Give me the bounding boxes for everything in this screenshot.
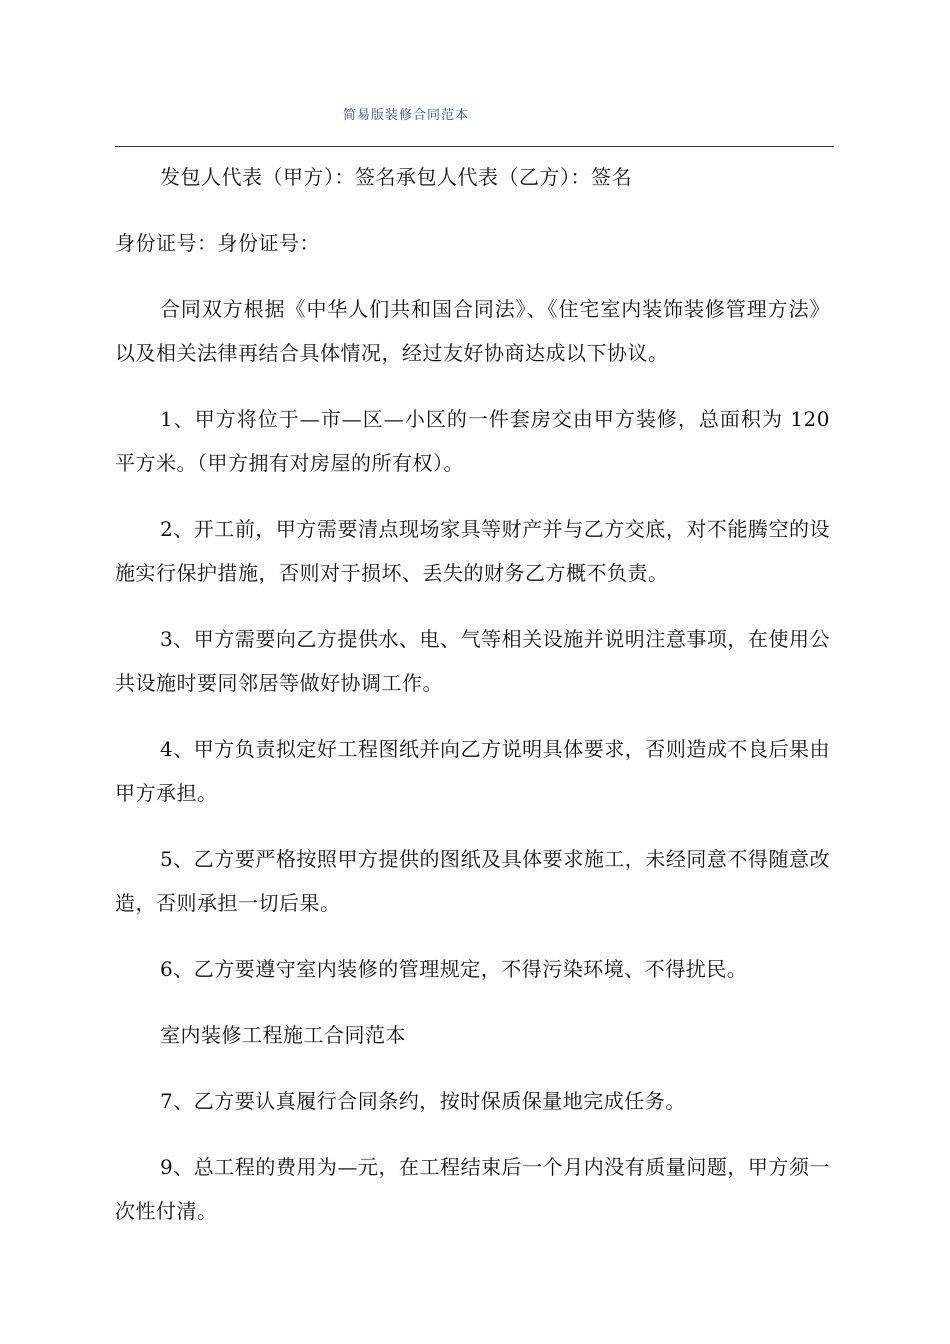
clause-6: 6、乙方要遵守室内装修的管理规定，不得污染环境、不得扰民。 [160, 957, 748, 981]
section-heading: 室内装修工程施工合同范本 [160, 1023, 406, 1047]
signature-line: 发包人代表（甲方）：签名承包人代表（乙方）：签名 [160, 165, 632, 189]
header-title: 简易版装修合同范本 [343, 108, 470, 123]
clause-4: 4、甲方负责拟定好工程图纸并向乙方说明具体要求，否则造成不良后果由甲方承担。 [115, 737, 830, 805]
id-number-line: 身份证号：身份证号： [115, 231, 320, 255]
clause-5: 5、乙方要严格按照甲方提供的图纸及具体要求施工，未经同意不得随意改造，否则承担一切后果。 [115, 847, 830, 915]
document-body [115, 155, 830, 1255]
contract-preamble: 合同双方根据《中华人们共和国合同法》、《住宅室内装饰装修管理方法》以及相关法律再结合具体情况，经过友好协商达成以下协议。 [115, 297, 830, 365]
clause-2: 2、开工前，甲方需要清点现场家具等财产并与乙方交底，对不能腾空的设施实行保护措施，否则对于损坏、丢失的财务乙方概不负责。 [115, 517, 830, 585]
clause-9: 9、总工程的费用为—元，在工程结束后一个月内没有质量问题，甲方须一次性付清。 [115, 1155, 830, 1223]
clause-7: 7、乙方要认真履行合同条约，按时保质保量地完成任务。 [160, 1089, 686, 1113]
clause-3: 3、甲方需要向乙方提供水、电、气等相关设施并说明注意事项，在使用公共设施时要同邻居等做好协调工作。 [115, 627, 830, 695]
clause-1: 1、甲方将位于—市—区—小区的一件套房交由甲方装修，总面积为 120 平方米。（甲方拥有对房屋的所有权）。 [115, 407, 830, 475]
header-divider [115, 146, 834, 147]
